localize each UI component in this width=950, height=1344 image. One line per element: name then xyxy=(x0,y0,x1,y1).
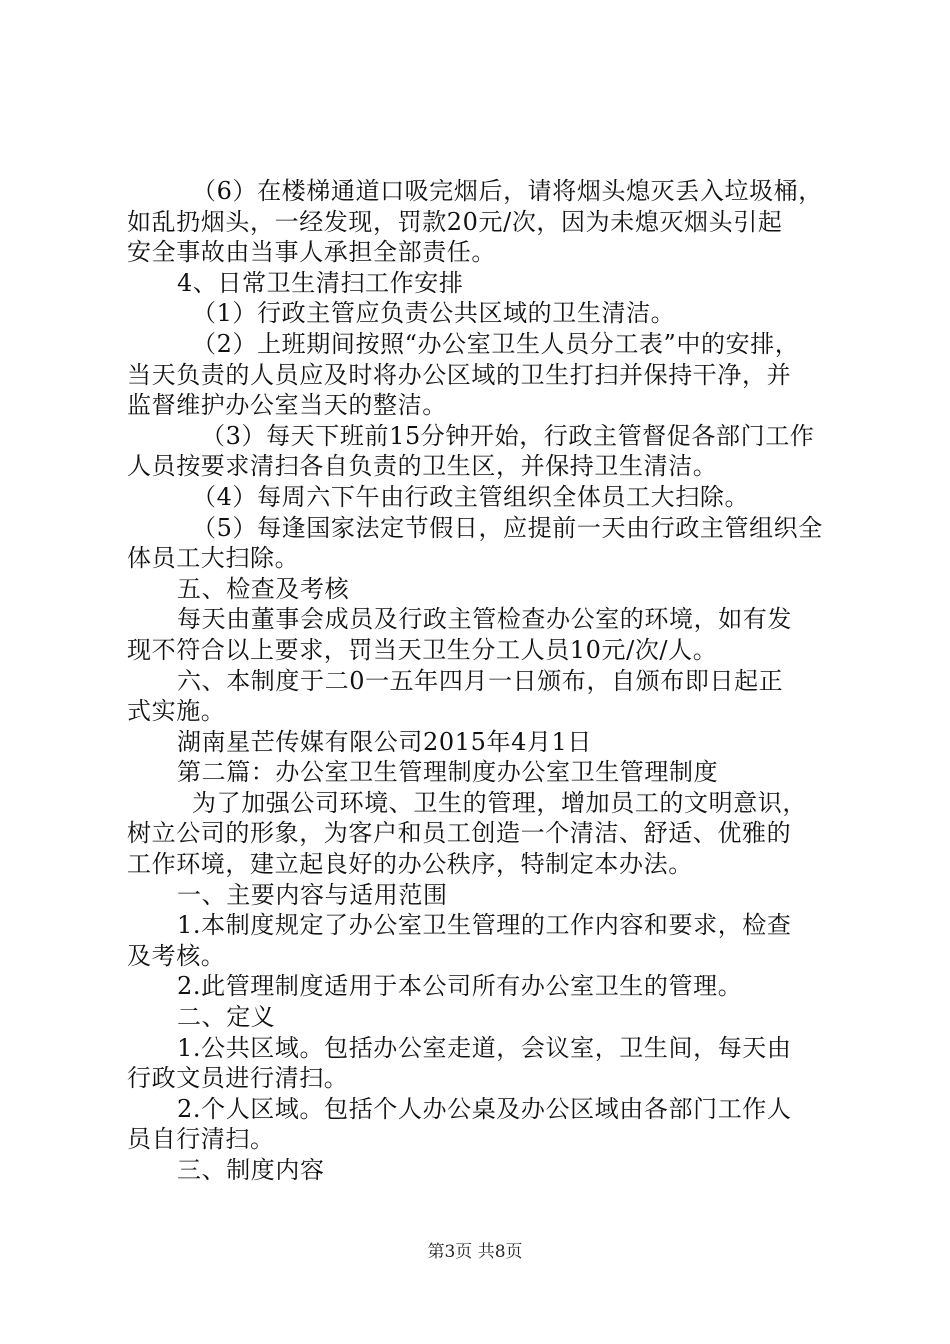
paragraph-line: 员自行清扫。 xyxy=(127,1125,275,1154)
paragraph-line: 及考核。 xyxy=(127,941,226,970)
paragraph-line: （4）每周六下午由行政主管组织全体员工大扫除。 xyxy=(192,482,750,511)
paragraph-line: 2.此管理制度适用于本公司所有办公室卫生的管理。 xyxy=(177,972,743,1001)
paragraph-line: 体员工大扫除。 xyxy=(127,544,300,573)
paragraph-line: 1.本制度规定了办公室卫生管理的工作内容和要求，检查 xyxy=(177,911,792,940)
paragraph-line: 现不符合以上要求，罚当天卫生分工人员10元/次/人。 xyxy=(127,635,718,664)
paragraph-line: （5）每逢国家法定节假日，应提前一天由行政主管组织全 xyxy=(192,513,823,542)
document-body xyxy=(127,176,831,1186)
paragraph-line: 1.公共区域。包括办公室走道，会议室，卫生间，每天由 xyxy=(177,1033,792,1062)
section-heading: 二、定义 xyxy=(177,1003,276,1032)
paragraph-line: 为了加强公司环境、卫生的管理，增加员工的文明意识， xyxy=(192,788,807,817)
paragraph-line: 行政文员进行清扫。 xyxy=(127,1064,349,1093)
paragraph-line: 人员按要求清扫各自负责的卫生区，并保持卫生清洁。 xyxy=(127,452,718,481)
paragraph-line: 2.个人区域。包括个人办公桌及办公区域由各部门工作人 xyxy=(177,1094,792,1123)
section-heading: 一、主要内容与适用范围 xyxy=(177,880,448,909)
paragraph-line: 如乱扔烟头，一经发现，罚款20元/次，因为未熄灭烟头引起 xyxy=(127,207,783,236)
paragraph-line: 当天负责的人员应及时将办公区域的卫生打扫并保持干净，并 xyxy=(127,360,792,389)
paragraph-line: 式实施。 xyxy=(127,697,226,726)
paragraph-line: 每天由董事会成员及行政主管检查办公室的环境，如有发 xyxy=(177,605,792,634)
section-heading: 4、日常卫生清扫工作安排 xyxy=(177,268,464,297)
paragraph-line: 六、本制度于二0一五年四月一日颁布，自颁布即日起正 xyxy=(177,666,784,695)
chapter-title: 第二篇：办公室卫生管理制度办公室卫生管理制度 xyxy=(177,758,719,787)
paragraph-line: 监督维护办公室当天的整洁。 xyxy=(127,391,447,420)
paragraph-line: （2）上班期间按照“办公室卫生人员分工表”中的安排， xyxy=(192,329,800,358)
paragraph-line: 工作环境，建立起良好的办公秩序，特制定本办法。 xyxy=(127,850,693,879)
paragraph-line: 树立公司的形象，为客户和员工创造一个清洁、舒适、优雅的 xyxy=(127,819,792,848)
paragraph-line: （6）在楼梯通道口吸完烟后，请将烟头熄灭丢入垃圾桶， xyxy=(192,177,823,205)
section-heading: 五、检查及考核 xyxy=(177,574,350,603)
page-number-footer: 第3页 共8页 xyxy=(427,1242,523,1262)
paragraph-line: （1）行政主管应负责公共区域的卫生清洁。 xyxy=(192,299,676,328)
paragraph-line: 安全事故由当事人承担全部责任。 xyxy=(127,238,496,267)
section-heading: 三、制度内容 xyxy=(177,1156,325,1184)
signature-line: 湖南星芒传媒有限公司2015年4月1日 xyxy=(177,727,593,756)
paragraph-line: （3）每天下班前15分钟开始，行政主管督促各部门工作 xyxy=(201,421,815,450)
